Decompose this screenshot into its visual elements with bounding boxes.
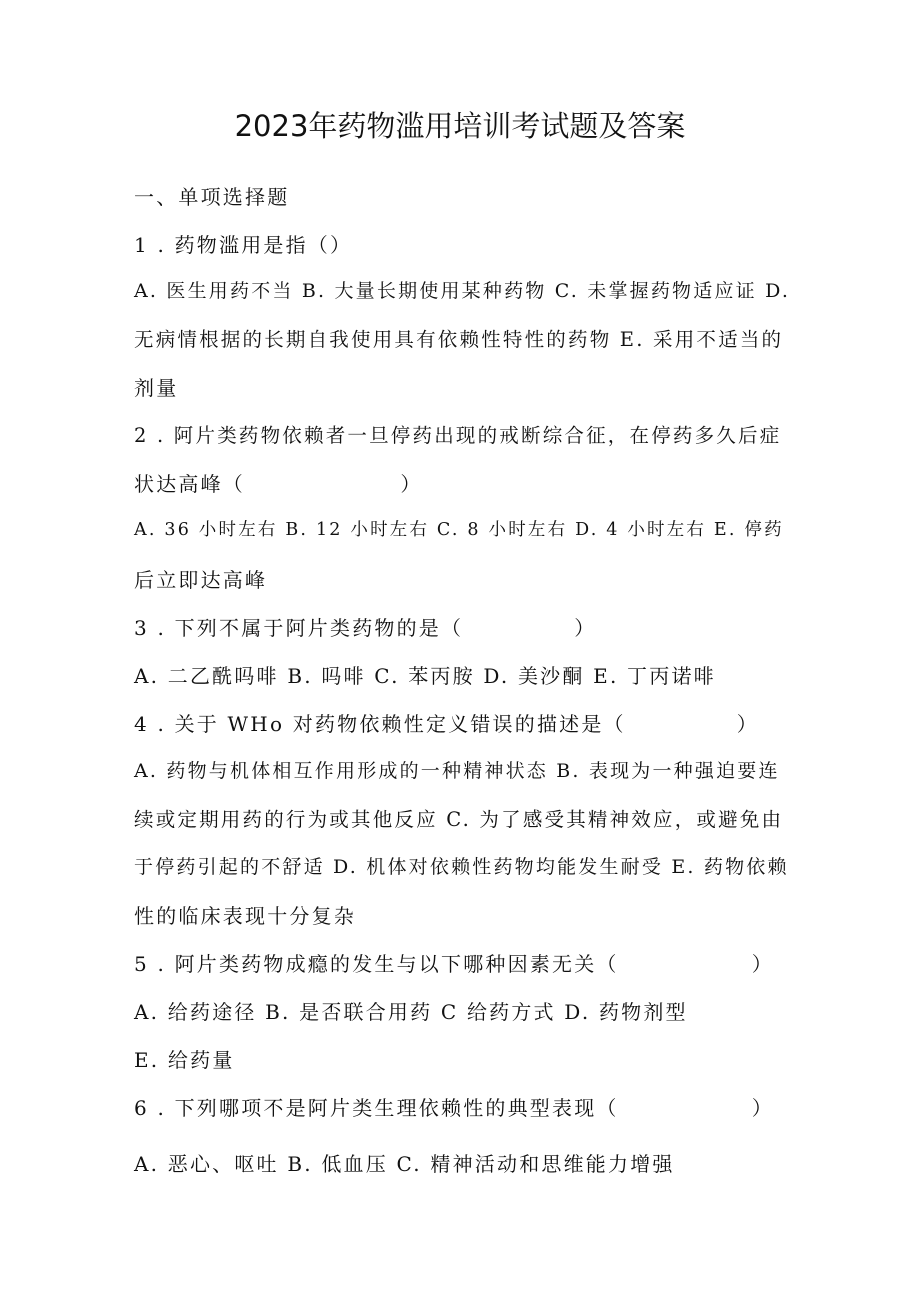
section-heading: 一、单项选择题	[134, 185, 290, 209]
question-4-options: 续或定期用药的行为或其他反应 C. 为了感受其精神效应，或避免由	[134, 808, 784, 831]
question-1: 1 . 药物滥用是指（）	[134, 233, 353, 257]
question-4-options: 性的临床表现十分复杂	[134, 904, 356, 928]
question-4-options: 于停药引起的不舒适 D. 机体对依赖性药物均能发生耐受 E. 药物依赖	[134, 856, 789, 878]
question-2-options: 后立即达高峰	[134, 568, 268, 592]
question-3: 3 . 下列不属于阿片类药物的是（ ）	[134, 616, 597, 640]
question-5-options: E. 给药量	[134, 1048, 235, 1072]
question-1-options: 无病情根据的长期自我使用具有依赖性特性的药物 E. 采用不适当的	[134, 328, 784, 351]
question-1-options: A. 医生用药不当 B. 大量长期使用某种药物 C. 未掌握药物适应证 D.	[134, 280, 791, 302]
document-title: 2023年药物滥用培训考试题及答案	[234, 109, 686, 143]
question-6-options: A. 恶心、呕吐 B. 低血压 C. 精神活动和思维能力增强	[134, 1152, 675, 1176]
question-2: 2 . 阿片类药物依赖者一旦停药出现的戒断综合征，在停药多久后症	[134, 424, 782, 447]
question-1-options: 剂量	[134, 376, 179, 400]
question-2: 状达高峰（ ）	[134, 472, 423, 496]
question-6: 6 . 下列哪项不是阿片类生理依赖性的典型表现（ ）	[134, 1096, 774, 1120]
question-4-options: A. 药物与机体相互作用形成的一种精神状态 B. 表现为一种强迫要连	[134, 760, 780, 782]
question-5-options: A. 给药途径 B. 是否联合用药 C 给药方式 D. 药物剂型	[134, 1000, 688, 1024]
question-4: 4 . 关于 WHo 对药物依赖性定义错误的描述是（ ）	[134, 712, 759, 736]
question-2-options: A. 36 小时左右 B. 12 小时左右 C. 8 小时左右 D. 4 小时左右 E. 停药	[134, 520, 784, 540]
question-5: 5 . 阿片类药物成瘾的发生与以下哪种因素无关（ ）	[134, 952, 774, 976]
question-3-options: A. 二乙酰吗啡 B. 吗啡 C. 苯丙胺 D. 美沙酮 E. 丁丙诺啡	[134, 664, 716, 688]
